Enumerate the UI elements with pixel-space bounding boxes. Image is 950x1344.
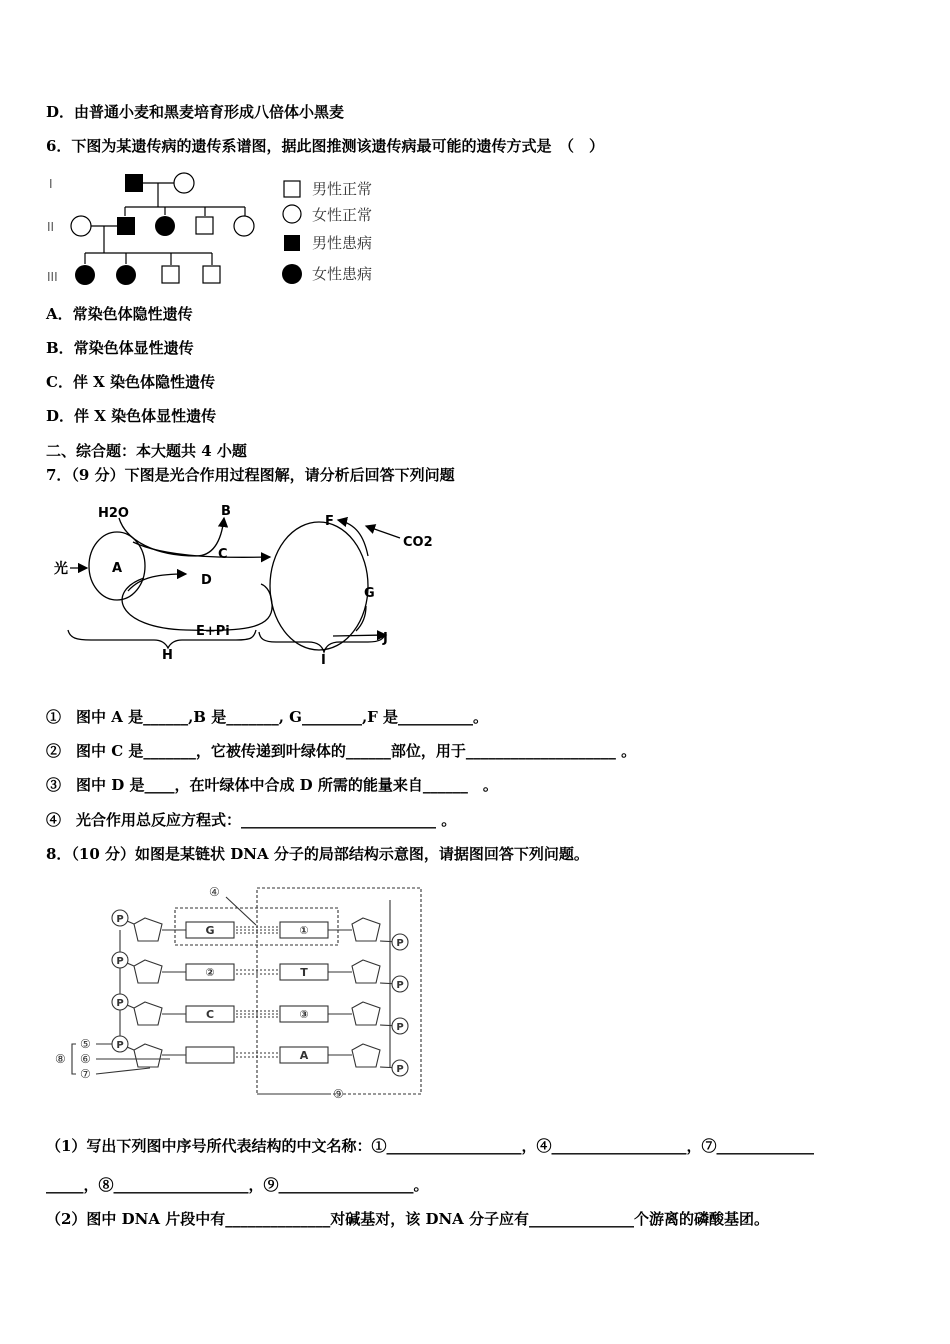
generation-label-iii: III: [47, 270, 58, 284]
normal-male: [196, 217, 213, 234]
label-light: 光: [54, 561, 68, 577]
label-h: H: [162, 648, 173, 663]
left-base-1: G: [205, 924, 215, 937]
normal-male: [162, 266, 179, 283]
label-a: A: [112, 561, 123, 576]
marker-8: ⑧: [55, 1052, 66, 1066]
marker-6: ⑥: [80, 1052, 91, 1066]
left-base-2: ②: [205, 966, 215, 979]
legend-male-affected-icon: [284, 235, 300, 251]
legend-male-affected: 男性患病: [312, 234, 373, 252]
q6-option-b: B．常染色体显性遗传: [46, 339, 194, 357]
q6-option-a: A．常染色体隐性遗传: [46, 305, 193, 323]
q6-stem: 6．下图为某遗传病的遗传系谱图，据此图推测该遗传病最可能的遗传方式是 （ ）: [46, 137, 604, 155]
affected-male: [125, 174, 143, 192]
phosphate-label: P: [116, 1040, 124, 1051]
marker-9: ⑨: [333, 1087, 344, 1101]
dna-structure-diagram: [50, 878, 430, 1104]
q6-option-d: D．伴 X 染色体显性遗传: [46, 407, 217, 425]
normal-female: [174, 173, 194, 193]
phosphate-label: P: [116, 998, 124, 1009]
phosphate-label: P: [396, 980, 404, 991]
label-j: J: [383, 631, 388, 646]
phosphate-label: P: [116, 956, 124, 967]
q6-option-c: C．伴 X 染色体隐性遗传: [46, 373, 216, 391]
affected-female: [116, 265, 136, 285]
q8-sub-2: （2）图中 DNA 片段中有______________对碱基对，该 DNA 分子应有______________个游离的磷酸基团。: [46, 1210, 770, 1228]
marker-7: ⑦: [80, 1067, 91, 1081]
label-d: D: [201, 573, 212, 588]
normal-female: [234, 216, 254, 236]
q8-sub-1a: （1）写出下列图中序号所代表结构的中文名称：①__________________，④__________________，⑦_____________: [46, 1137, 814, 1155]
legend-female-normal: 女性正常: [312, 206, 373, 224]
legend-female-normal-icon: [283, 205, 301, 223]
photosynthesis-diagram: [46, 496, 466, 676]
marker-4: ④: [209, 885, 220, 899]
legend-female-affected: 女性患病: [312, 265, 373, 283]
phosphate-label: P: [396, 938, 404, 949]
affected-male: [117, 217, 135, 235]
affected-female: [155, 216, 175, 236]
normal-male: [203, 266, 220, 283]
section-title: 二、综合题：本大题共 4 小题: [46, 442, 247, 460]
right-base-1: ①: [299, 924, 309, 937]
q7-stem: 7．（9 分）下图是光合作用过程图解，请分析后回答下列问题: [46, 466, 455, 484]
legend-female-affected-icon: [282, 264, 302, 284]
q7-sub-4: ④ 光合作用总反应方程式：__________________________ 。: [46, 811, 457, 829]
q7-sub-1: ① 图中 A 是______,B 是_______, G________,F 是__________。: [46, 708, 489, 726]
label-h2o: H2O: [98, 506, 129, 521]
left-base-3: C: [205, 1008, 215, 1021]
marker-5: ⑤: [80, 1037, 91, 1051]
phosphate-label: P: [396, 1022, 404, 1033]
phosphate-label: P: [116, 914, 124, 925]
label-i: I: [321, 653, 326, 668]
q5-option-d: D．由普通小麦和黑麦培育形成八倍体小黑麦: [46, 103, 345, 121]
right-base-4: A: [299, 1049, 309, 1062]
q7-sub-3: ③ 图中 D 是____，在叶绿体中合成 D 所需的能量来自______ 。: [46, 776, 498, 794]
label-b: B: [221, 504, 231, 519]
affected-female: [75, 265, 95, 285]
phosphate-label: P: [396, 1064, 404, 1075]
pedigree-diagram: [40, 166, 400, 294]
q8-stem: 8．（10 分）如图是某链状 DNA 分子的局部结构示意图，请据图回答下列问题。: [46, 845, 589, 863]
generation-label-i: I: [49, 177, 53, 191]
label-co2: CO2: [403, 535, 433, 550]
label-g: G: [364, 586, 375, 601]
label-c: C: [218, 547, 228, 562]
right-base-2: T: [300, 966, 308, 979]
legend-male-normal-icon: [284, 181, 300, 197]
label-f: F: [325, 514, 334, 529]
legend-male-normal: 男性正常: [312, 180, 373, 198]
right-base-3: ③: [299, 1008, 309, 1021]
normal-female: [71, 216, 91, 236]
generation-label-ii: II: [47, 220, 55, 234]
q7-sub-2: ② 图中 C 是_______，它被传递到叶绿体的______部位，用于____________________ 。: [46, 742, 637, 760]
label-e-pi: E+Pi: [196, 624, 230, 639]
q8-sub-1b: _____，⑧__________________，⑨__________________。: [46, 1176, 429, 1194]
